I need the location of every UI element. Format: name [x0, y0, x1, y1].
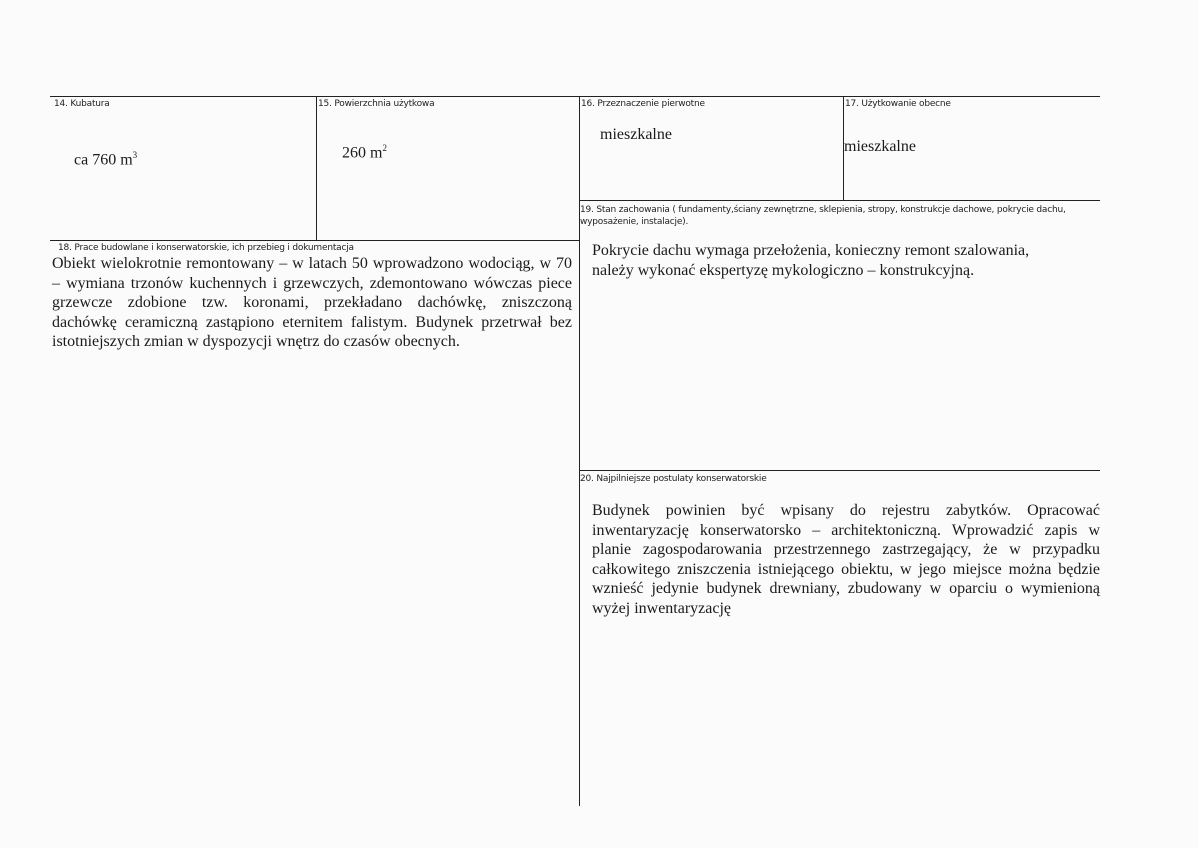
field-20-value: Budynek powinien być wpisany do rejestru zabytków. Opracować inwentaryzację konserwatorsko – architektoniczną. Wprowadzić zapis w planie zagospodarowania przestrzennego zastrzegający, że w przypadku całkowitego zniszczenia istniejącego obiektu, w jego miejsce można będzie wznieść jedynie budynek drewniany, zbudowany w oparciu o wymienioną wyżej inwentaryzację — [592, 502, 1100, 617]
field-15-label: 15. Powierzchnia użytkowa — [318, 99, 435, 109]
field-17-value: mieszkalne — [844, 138, 916, 155]
rule-v1 — [316, 96, 317, 240]
field-15-value — [342, 143, 387, 162]
field-17-label: 17. Użytkowanie obecne — [845, 99, 951, 109]
field-15-sup: 2 — [382, 143, 387, 153]
field-20-label: 20. Najpilniejsze postulaty konserwatorskie — [580, 474, 767, 484]
field-19-value: Pokrycie dachu wymaga przełożenia, konieczny remont szalowania, należy wykonać ekspertyzę mykologiczno – konstrukcyjną. — [592, 242, 1030, 279]
field-14-text: ca 760 m — [74, 151, 133, 169]
rule-19 — [579, 200, 1100, 201]
field-14-sup: 3 — [132, 150, 138, 160]
field-16-label: 16. Przeznaczenie pierwotne — [581, 99, 705, 109]
field-18-label: 18. Prace budowlane i konserwatorskie, ich przebieg i dokumentacja — [58, 243, 354, 253]
field-16-value: mieszkalne — [600, 126, 672, 143]
rule-top — [50, 96, 1100, 97]
field-14-value — [74, 150, 137, 169]
rule-18 — [50, 240, 579, 241]
rule-20 — [579, 470, 1100, 471]
field-19-label: 19. Stan zachowania ( fundamenty,ściany zewnętrzne, sklepienia, stropy, konstrukcje dachowe, pokrycie dachu, wyposażenie, instalacje). — [580, 205, 1066, 227]
field-15-text: 260 m — [342, 144, 383, 162]
field-18-value: Obiekt wielokrotnie remontowany – w latach 50 wprowadzono wodociąg, w 70 – wymiana trzonów kuchennych i grzewczych, zdemontowano wówczas piece grzewcze zdobione tzw. koronami, przekładano dachówkę, zniszczoną dachówkę ceramiczną zastąpiono eternitem falistym. Budynek przetrwał bez istotniejszych zmian w dyspozycji wnętrz do czasów obecnych. — [52, 255, 572, 350]
field-14-label: 14. Kubatura — [54, 99, 110, 109]
rule-v2 — [579, 96, 580, 806]
